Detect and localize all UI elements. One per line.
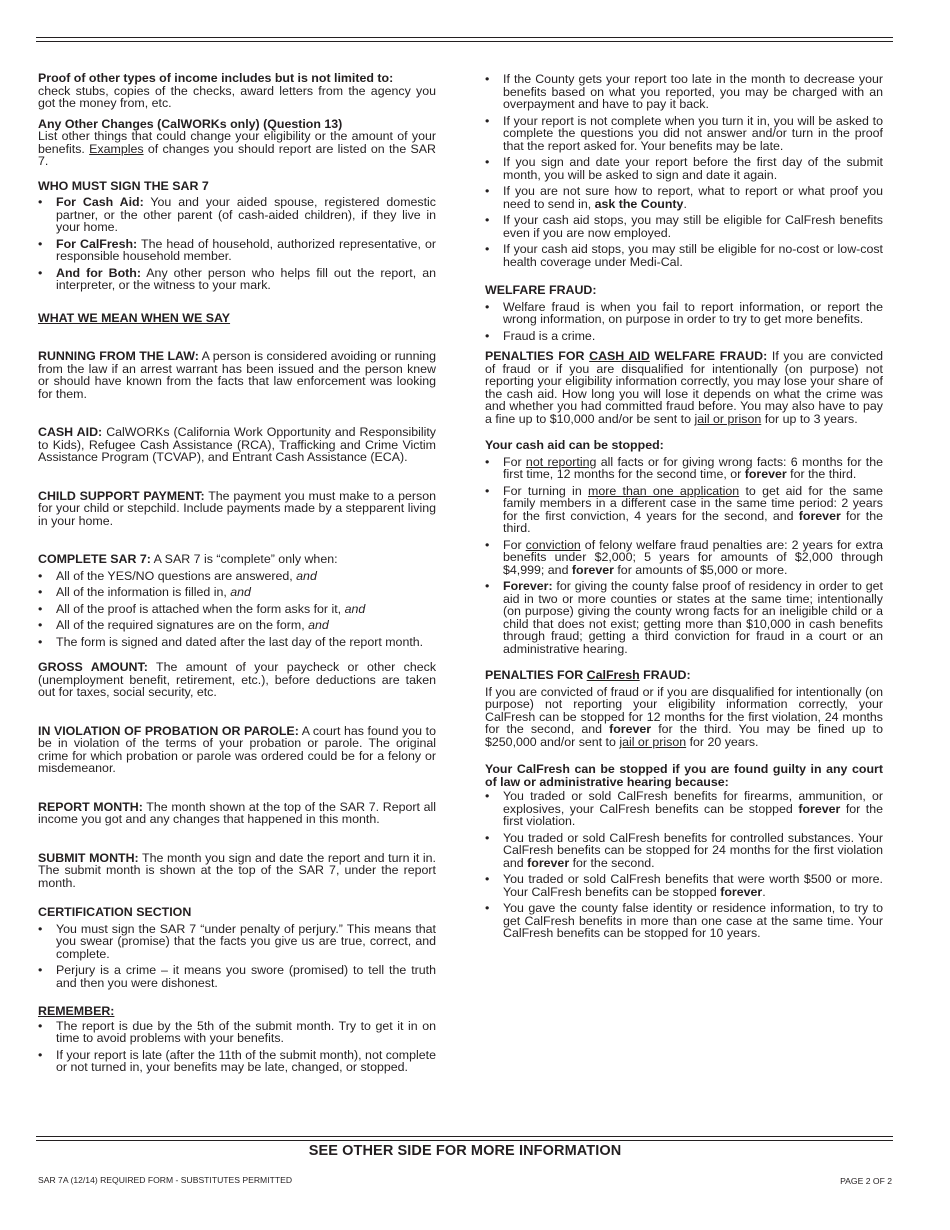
item-text: You traded or sold CalFresh benefits for firearms, ammunition, or explosives, your CalFresh benefits can be stopped bbox=[503, 789, 883, 816]
item-text: All of the required signatures are on the form, bbox=[56, 618, 309, 632]
list-item bbox=[485, 185, 883, 210]
item-text: of felony welfare fraud penalties are: 2 years for extra benefits under $2,000; 5 years for amounts of $2,000 through $4,999; and bbox=[503, 537, 883, 577]
underline-text: not reporting bbox=[525, 454, 597, 469]
underline-text: conviction bbox=[525, 537, 581, 552]
bold-text: forever bbox=[798, 801, 841, 816]
definition-text: The payment you must make to a person for your child or stepchild. Include payments made by a stepparent living in your home. bbox=[38, 488, 436, 528]
see-other-side-banner: SEE OTHER SIDE FOR MORE INFORMATION bbox=[308, 1143, 622, 1159]
list-item: • If your report is late (after the 11th of the submit month), not complete or not turned in, your benefits may be late, changed, or stopped. bbox=[38, 1049, 436, 1074]
list-item: • The report is due by the 5th of the submit month. Try to get it in on time to avoid problems with your benefits. bbox=[38, 1020, 436, 1045]
item-tail: and bbox=[308, 618, 329, 632]
penalties-calfresh-text bbox=[485, 686, 883, 749]
item-tail: and bbox=[296, 568, 317, 583]
item-text: . bbox=[762, 884, 766, 899]
top-rule bbox=[36, 37, 893, 38]
other-changes-section bbox=[38, 118, 436, 168]
item-text: If you are not sure how to report, what to report or what proof you need to send in, bbox=[503, 184, 883, 211]
list-item: • Perjury is a crime – it means you swore (promised) to tell the truth and then you were dishonest. bbox=[38, 964, 436, 989]
item-lead: For CalFresh: bbox=[56, 236, 138, 251]
bold-text: forever bbox=[571, 562, 614, 577]
top-rule-thin bbox=[36, 41, 893, 42]
definition-gross bbox=[38, 661, 436, 699]
term: GROSS AMOUNT: bbox=[38, 660, 148, 674]
welfare-fraud-heading: WELFARE FRAUD: bbox=[485, 283, 597, 297]
list-item bbox=[485, 539, 883, 577]
bottom-rule-thin bbox=[36, 1140, 893, 1141]
item-text: For bbox=[503, 454, 526, 469]
term: COMPLETE SAR 7: bbox=[38, 552, 151, 566]
item-text: for the third. bbox=[786, 467, 857, 481]
cash-aid-underline: CASH AID bbox=[589, 349, 650, 363]
term: IN VIOLATION OF PROBATION OR PAROLE: bbox=[38, 723, 299, 738]
jail-underline: jail or prison bbox=[619, 734, 687, 749]
underline-text: more than one application bbox=[588, 483, 740, 498]
definition-text: A court has found you to be in violation of the terms of your probation or parole. The original crime for which probation or parole was ordered could be for a felony or misdemeanor. bbox=[38, 723, 436, 775]
proof-heading: Proof of other types of income includes but is not limited to: bbox=[38, 71, 394, 85]
definition-running bbox=[38, 350, 436, 400]
definition-text: The month shown at the top of the SAR 7. Report all income you got and any changes that happened in this month. bbox=[38, 799, 437, 826]
definition-text: A SAR 7 is “complete” only when: bbox=[150, 552, 338, 566]
item-text: You traded or sold CalFresh benefits for controlled substances. Your CalFresh benefits can be stopped for 24 months for the first violation and bbox=[503, 830, 883, 870]
item-end: . bbox=[683, 196, 687, 211]
list-item bbox=[38, 586, 436, 599]
term-end: WELFARE FRAUD: bbox=[649, 349, 768, 363]
term: CHILD SUPPORT PAYMENT: bbox=[38, 488, 205, 503]
bold-text: forever bbox=[609, 722, 652, 736]
bold-text: forever bbox=[744, 467, 787, 481]
list-item bbox=[38, 267, 436, 292]
who-must-sign-list bbox=[38, 196, 436, 292]
right-column bbox=[485, 73, 883, 944]
bold-text: forever bbox=[720, 884, 763, 899]
definition-complete bbox=[38, 553, 436, 566]
list-item bbox=[38, 603, 436, 616]
penalties-calfresh-heading bbox=[485, 669, 883, 682]
list-item bbox=[485, 790, 883, 828]
remember-text: REMEMBER: bbox=[38, 1004, 115, 1018]
definition-child-support bbox=[38, 490, 436, 528]
item-text: to get aid for the same family members in a different case in the same time period: 2 years for the first conviction, 4 years for the second, and bbox=[503, 483, 883, 523]
list-item: • Fraud is a crime. bbox=[485, 330, 883, 343]
proof-section bbox=[38, 72, 436, 110]
item-text: You traded or sold CalFresh benefits that were worth $500 or more. Your CalFresh benefits can be stopped bbox=[503, 872, 883, 899]
list-item: • If your report is not complete when you turn it in, you will be asked to complete the questions you did not answer and/or turn in the proof that the report asked for. Your benefits may be late. bbox=[485, 115, 883, 153]
item-text: All of the proof is attached when the form asks for it, bbox=[56, 601, 345, 616]
penalty-text: for the third. You may be fined up to $250,000 and/or sent to bbox=[485, 722, 883, 749]
item-text: for amounts of $5,000 or more. bbox=[613, 562, 788, 577]
item-tail: and bbox=[230, 585, 251, 599]
list-item bbox=[38, 570, 436, 583]
definition-cash-aid bbox=[38, 426, 436, 464]
item-lead: For Cash Aid: bbox=[56, 195, 144, 209]
remember-list bbox=[38, 1020, 436, 1074]
term-end: FRAUD: bbox=[639, 668, 691, 682]
proof-text: check stubs, copies of the checks, award letters from the agency you got the money from, etc. bbox=[38, 83, 436, 110]
item-text: The head of household, authorized representative, or responsible household member. bbox=[56, 236, 437, 263]
bottom-rule bbox=[36, 1136, 893, 1137]
list-item bbox=[485, 580, 883, 655]
definition-text: The amount of your paycheck or other check (unemployment benefit, retirement, etc.), before deductions are taken out for taxes, social security, etc. bbox=[38, 660, 437, 699]
list-item bbox=[485, 456, 883, 481]
certification-list bbox=[38, 923, 436, 990]
calfresh-stopped-list bbox=[485, 790, 883, 940]
list-item bbox=[38, 238, 436, 263]
definition-text: CalWORKs (California Work Opportunity and Responsibility to Kids), Refugee Cash Assistance (RCA), Trafficking and Crime Victim Assistance Program (TCVAP), and Entrant Cash Assistance (ECA). bbox=[38, 425, 436, 464]
list-item: • If your cash aid stops, you may still be eligible for no-cost or low-cost health coverage under Medi-Cal. bbox=[485, 243, 883, 268]
item-text: Any other person who helps fill out the report, an interpreter, or the witness to your mark. bbox=[56, 265, 436, 292]
list-item bbox=[38, 636, 436, 649]
what-we-mean-text: WHAT WE MEAN WHEN WE SAY bbox=[38, 310, 231, 325]
list-item: • You must sign the SAR 7 “under penalty of perjury.” This means that you swear (promise) that the facts you give us are true, correct, and complete. bbox=[38, 923, 436, 961]
item-lead: And for Both: bbox=[56, 265, 141, 280]
item-tail: and bbox=[344, 601, 366, 616]
term: PENALTIES FOR bbox=[485, 668, 587, 682]
cash-aid-stopped-list bbox=[485, 456, 883, 656]
list-item: • If the County gets your report too late in the month to decrease your benefits based on what you reported, you may be charged with an overpayment and have to pay it back. bbox=[485, 73, 883, 111]
calfresh-stopped-heading: Your CalFresh can be stopped if you are found guilty in any court of law or administrative hearing because: bbox=[485, 762, 883, 789]
list-item bbox=[38, 196, 436, 234]
jail-underline: jail or prison bbox=[694, 411, 762, 426]
definition-text: The month you sign and date the report and turn it in. The submit month is shown at the top of the SAR 7, under the report month. bbox=[38, 850, 436, 890]
bold-text: Forever: bbox=[503, 579, 553, 593]
examples-link: Examples bbox=[89, 141, 144, 156]
bold-text: forever bbox=[527, 855, 570, 870]
list-item: • If you sign and date your report before the first day of the submit month, you will be asked to sign and date it again. bbox=[485, 156, 883, 181]
item-text: for the first violation. bbox=[503, 801, 884, 828]
other-changes-heading: Any Other Changes (CalWORKs only) (Question 13) bbox=[38, 116, 343, 131]
certification-heading: CERTIFICATION SECTION bbox=[38, 905, 192, 919]
remember-heading bbox=[38, 1005, 436, 1018]
item-text: For turning in bbox=[503, 483, 588, 498]
definition-text: A person is considered avoiding or running from the law if an arrest warrant has been issued and the person knew or should have known from the facts that law enforcement was looking for them. bbox=[38, 349, 437, 401]
item-text: All of the information is filled in, bbox=[56, 585, 231, 599]
item-text: for giving the county false proof of residency in order to get aid in two or more counties or states at the same time; intentionally (on purpose) giving the county wrong facts for an ineligible child or a child that does not exist; getting more than $10,000 in cash benefits through fraud; getting a third conviction for fraud in a court or an administrative hearing. bbox=[503, 579, 883, 656]
form-id: SAR 7A (12/14) REQUIRED FORM - SUBSTITUTES PERMITTED bbox=[38, 1175, 293, 1185]
item-text: For bbox=[503, 537, 526, 552]
calfresh-underline: CalFresh bbox=[586, 668, 640, 682]
penalty-text: If you are convicted of fraud or if you are disqualified for intentionally (on purpose) not reporting your eligibility information correctly, you may lose your share of the cash aid. How long you will lose it depends on what the crime was and whether you had committed fraud before. You may also have to pay a fine up to $10,000 and/or be sent to bbox=[485, 349, 884, 426]
penalty-text-end: for 20 years. bbox=[686, 734, 759, 749]
term: REPORT MONTH: bbox=[38, 799, 143, 814]
list-item: • If your cash aid stops, you may still be eligible for CalFresh benefits even if you are now employed. bbox=[485, 214, 883, 239]
welfare-fraud-list bbox=[485, 301, 883, 343]
list-item bbox=[485, 832, 883, 870]
term: SUBMIT MONTH: bbox=[38, 850, 139, 865]
item-text: All of the YES/NO questions are answered, bbox=[56, 568, 297, 583]
item-text: for the third. bbox=[503, 508, 883, 535]
page-number: PAGE 2 OF 2 bbox=[840, 1176, 892, 1186]
complete-list bbox=[38, 570, 436, 649]
term: RUNNING FROM THE LAW: bbox=[38, 349, 199, 363]
penalty-text-end: for up to 3 years. bbox=[761, 411, 858, 426]
list-item bbox=[485, 873, 883, 898]
definition-report-month bbox=[38, 801, 436, 826]
item-text: for the second. bbox=[569, 855, 655, 870]
cash-aid-stopped-heading: Your cash aid can be stopped: bbox=[485, 438, 664, 452]
list-item bbox=[485, 485, 883, 535]
item-text: all facts or for giving wrong facts: 6 months for the first time, 12 months for the second time, or bbox=[503, 454, 883, 481]
list-item bbox=[38, 619, 436, 632]
penalty-text: If you are convicted of fraud or if you are disqualified for intentionally (on purpose) not reporting your eligibility information correctly, your CalFresh can be stopped for 12 months for the first violation, 24 months for the second, and bbox=[485, 684, 883, 736]
what-we-mean-heading bbox=[38, 312, 436, 325]
left-column bbox=[38, 72, 436, 1078]
item-text: The form is signed and dated after the last day of the report month. bbox=[56, 634, 424, 649]
definition-probation bbox=[38, 725, 436, 775]
penalties-cash-aid bbox=[485, 350, 883, 425]
term: CASH AID: bbox=[38, 425, 103, 439]
item-text: You and your aided spouse, registered domestic partner, or the other parent (of cash-aided children), if they live in your home. bbox=[56, 195, 436, 234]
bold-text: forever bbox=[798, 508, 841, 523]
list-item: • Welfare fraud is when you fail to report information, or report the wrong information, on purpose in order to try to get more benefits. bbox=[485, 301, 883, 326]
remember-continued-list bbox=[485, 73, 883, 268]
other-changes-text-end: of changes you should report are listed on the SAR 7. bbox=[38, 141, 436, 168]
term: PENALTIES FOR bbox=[485, 349, 590, 363]
list-item: • You gave the county false identity or residence information, to try to get CalFresh benefits in more than one case at the same time. Your CalFresh benefits can be stopped for 10 years. bbox=[485, 902, 883, 940]
who-must-sign-heading: WHO MUST SIGN THE SAR 7 bbox=[38, 178, 209, 193]
other-changes-text: List other things that could change your eligibility or the amount of your benefits. bbox=[38, 129, 436, 156]
ask-county-text: ask the County bbox=[594, 196, 684, 211]
definition-submit-month bbox=[38, 852, 436, 890]
